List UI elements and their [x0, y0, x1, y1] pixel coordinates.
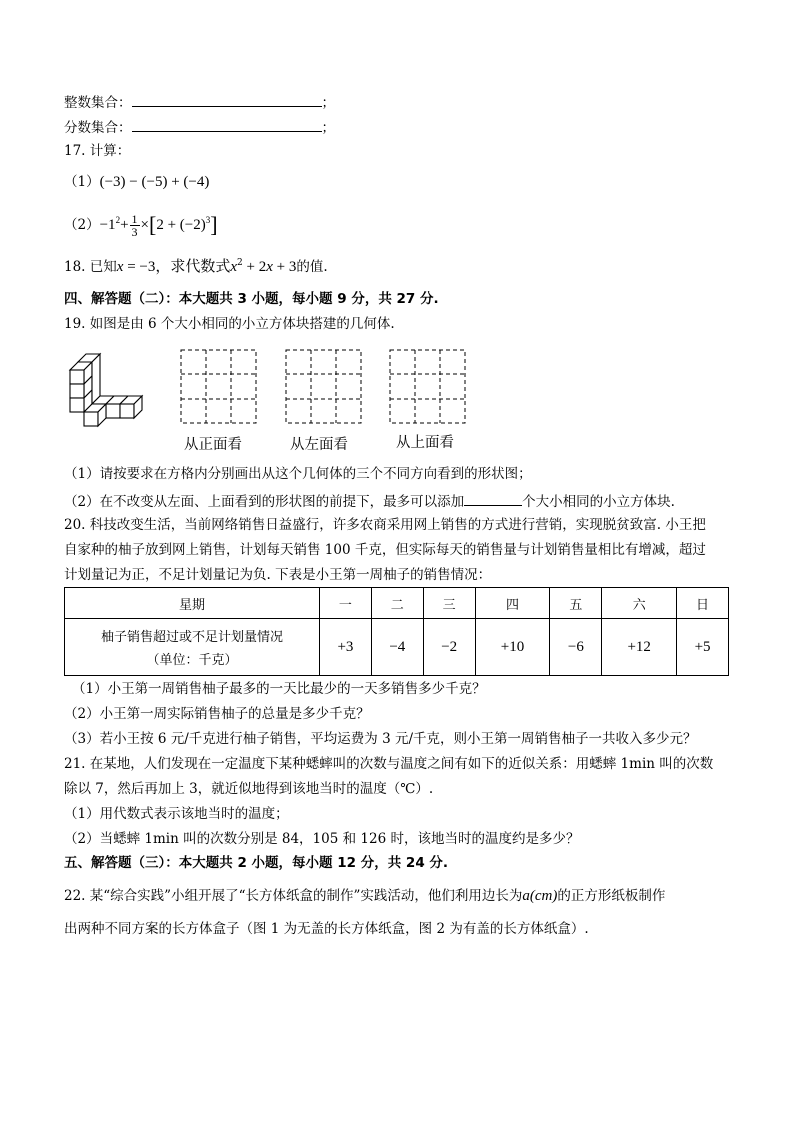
section-4-title: 四、解答题（二）：本大题共 3 小题，每小题 9 分，共 27 分.	[64, 291, 439, 307]
q19-part1: （1）请按要求在方格内分别画出从这个几何体的三个不同方向看到的形状图；	[64, 466, 532, 482]
day-sun: 日	[677, 588, 729, 619]
value-fri: −6	[550, 619, 602, 676]
front-view-grid[interactable]	[180, 349, 258, 425]
day-fri: 五	[550, 588, 602, 619]
value-tue: −4	[371, 619, 423, 676]
cube-solid-figure	[64, 352, 154, 438]
value-sun: +5	[677, 619, 729, 676]
q17-part2-expression: $-1^2+$ $\frac{1}{3}$ $\times[2 + (-2)^3]$	[99, 212, 218, 240]
value-thu: +10	[475, 619, 550, 676]
section-5-title: 五、解答题（三）：本大题共 2 小题，每小题 12 分，共 24 分.	[64, 855, 449, 871]
q17-part1-expression: (−3) − (−5) + (−4)	[99, 174, 210, 190]
q21-line-2: 除以 7，然后再加上 3，就近似地得到该地当时的温度（℃）.	[64, 781, 434, 797]
row-label: 柚子销售超过或不足计划量情况 （单位：千克）	[65, 619, 320, 676]
q17-part2: $(2)-1^2+$ $\frac{1}{3}$ $\times[2 + (-2)^3]$	[64, 212, 218, 240]
top-view-label: 从上面看	[396, 435, 454, 451]
q18-line: 18. 已知x = −3，求代数式$x^2 + 2x + 3$的值.	[64, 258, 328, 275]
front-view-label: 从正面看	[184, 437, 242, 453]
day-sat: 六	[602, 588, 677, 619]
weekday-header: 星期	[65, 588, 320, 619]
q19-part2: （2）在不改变从左面、上面看到的形状图的前提下，最多可以添加 个大小相同的小立方体块.	[64, 491, 675, 511]
day-mon: 一	[320, 588, 372, 619]
value-wed: −2	[423, 619, 475, 676]
semicolon: ；	[321, 95, 335, 111]
value-sat: +12	[602, 619, 677, 676]
q22-line-2: 出两种不同方案的长方体盒子（图 1 为无盖的长方体纸盒，图 2 为有盖的长方体纸盒）.	[64, 921, 589, 937]
q20-part1: （1）小王第一周销售柚子最多的一天比最少的一天多销售多少千克？	[72, 681, 486, 697]
top-view-grid[interactable]	[389, 349, 467, 425]
day-thu: 四	[475, 588, 550, 619]
table-header-row	[65, 588, 729, 619]
semicolon: ；	[321, 120, 335, 136]
q21-part1: （1）用代数式表示该地当时的温度；	[64, 806, 289, 822]
fraction-set-blank[interactable]	[132, 117, 322, 132]
left-view-label: 从左面看	[290, 437, 348, 453]
fraction-one-third: $\frac{1}{3}$	[131, 212, 138, 240]
q20-line-3: 计划量记为正，不足计划量记为负. 下表是小王第一周柚子的销售情况：	[64, 567, 492, 583]
day-tue: 二	[371, 588, 423, 619]
q22-line-1: 22. 某“综合实践”小组开展了“长方体纸盒的制作”实践活动，他们利用边长为a(cm)的正方形纸板制作	[64, 888, 666, 904]
left-view-grid[interactable]	[285, 349, 363, 425]
q20-part3: （3）若小王按 6 元/千克进行柚子销售，平均运费为 3 元/千克，则小王第一周销售柚子一共收入多少元？	[64, 731, 697, 747]
q17-part1: （1）(−3) − (−5) + (−4)	[64, 174, 210, 190]
integer-set-blank[interactable]	[132, 92, 322, 107]
q17-title: 17. 计算：	[64, 143, 131, 159]
q20-line-2: 自家种的柚子放到网上销售，计划每天销售 100 千克，但实际每天的销售量与计划销售量相比有增减，超过	[64, 542, 706, 558]
q20-part2: （2）小王第一周实际销售柚子的总量是多少千克？	[64, 706, 370, 722]
fraction-set-label: 分数集合：	[64, 120, 132, 136]
table-row	[65, 619, 729, 676]
q20-line-1: 20. 科技改变生活，当前网络销售日益盛行，许多农商采用网上销售的方式进行营销，实现脱贫致富. 小王把	[64, 517, 706, 533]
integer-set-label: 整数集合：	[64, 95, 132, 111]
q19-answer-blank[interactable]	[464, 491, 522, 506]
day-wed: 三	[423, 588, 475, 619]
integer-set-line	[64, 92, 335, 112]
q19-title: 19. 如图是由 6 个大小相同的小立方体块搭建的几何体.	[64, 316, 395, 332]
fraction-set-line	[64, 117, 335, 137]
q21-part2: （2）当蟋蟀 1min 叫的次数分别是 84，105 和 126 时，该地当时的温度约是多少？	[64, 831, 580, 847]
q21-line-1: 21. 在某地，人们发现在一定温度下某种蟋蟀叫的次数与温度之间有如下的近似关系：用蟋蟀 1min 叫的次数	[64, 756, 714, 772]
sales-table	[64, 587, 729, 676]
value-mon: +3	[320, 619, 372, 676]
